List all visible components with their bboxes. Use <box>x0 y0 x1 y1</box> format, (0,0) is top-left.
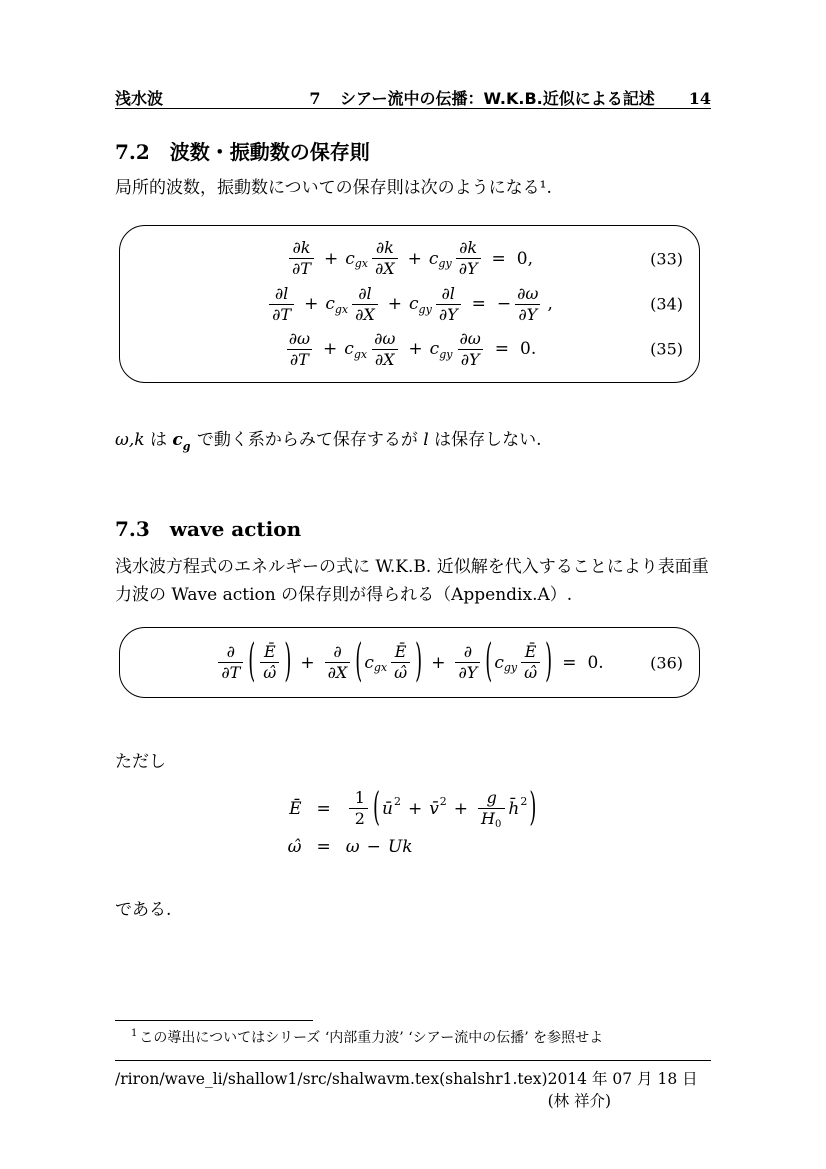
equation-row-33 <box>120 238 699 279</box>
section-heading-73 <box>115 517 301 541</box>
footer-file-path: /riron/wave_li/shallow1/src/shalwavm.tex(shalshr1.tex) <box>115 1070 548 1088</box>
equation-35: $\frac{\partial\omega}{\partial T}$ + c gx $\frac{\partial\omega}{\partial X}$ + c gy $\frac{\partial\omega}{\partial Y}$ = 0. <box>288 328 537 369</box>
header-page-number: 14 <box>688 89 711 108</box>
equation-box-conservation <box>119 225 700 383</box>
equation-ebar-lhs: Ē <box>289 798 302 819</box>
label-dearu: である. <box>115 900 172 920</box>
equation-box-wave-action <box>119 627 700 698</box>
equation-ebar-rhs: $\frac{1}{2}$ ( ū 2 + v̄ 2 + $\frac{g}{H0}$ h̄ 2 ) <box>346 788 539 829</box>
equation-tag-33: (33) <box>650 249 683 269</box>
equation-omegahat-lhs: ω̂ <box>287 837 302 857</box>
section-number-73: 7.3 <box>115 517 150 541</box>
equation-33: $\frac{\partial k}{\partial T}$ + c gx $\frac{\partial k}{\partial X}$ + c gy $\frac{\partial k}{\partial Y}$ = 0, <box>286 238 533 279</box>
section-title-73: wave action <box>169 517 302 541</box>
footer-rule <box>115 1060 711 1061</box>
equation-omegahat-rhs: ω − U k <box>345 837 413 857</box>
header-section-heading <box>309 86 654 109</box>
footnote-rule <box>115 1020 313 1021</box>
equation-omegahat-equals: = <box>316 837 331 857</box>
section-number-72: 7.2 <box>115 140 150 164</box>
energy-grid <box>287 784 539 857</box>
page-header <box>115 86 711 109</box>
header-rule <box>115 108 711 109</box>
paragraph-intro-72: 局所的波数，振動数についての保存則は次のようになる¹. <box>115 178 552 198</box>
equation-tag-36: (36) <box>650 653 683 672</box>
paragraph-intro-73: 浅水波方程式のエネルギーの式に W.K.B. 近似解を代入することにより表面重力波の Wave action の保存則が得られる（Appendix.A）. <box>115 557 709 606</box>
header-section-number: 7 <box>309 89 321 108</box>
header-doc-title: 浅水波 <box>115 89 164 108</box>
energy-definition-equations <box>0 784 826 857</box>
page-footer <box>115 1067 711 1111</box>
equation-row-36 <box>120 628 699 697</box>
label-tadashi: ただし <box>115 752 166 772</box>
equation-tag-34: (34) <box>650 294 683 314</box>
equation-34: $\frac{\partial l}{\partial T}$ + c gx $\frac{\partial l}{\partial X}$ + c gy $\frac{\partial l}{\partial Y}$ = − $\frac{\partial\omega}{\partial Y}$ , <box>266 284 553 325</box>
footnote <box>115 1027 715 1047</box>
header-section-title: シアー流中の伝播：W.K.B.近似による記述 <box>340 89 655 108</box>
equation-row-34 <box>120 284 699 325</box>
footnote-text: この導出についてはシリーズ ‘内部重力波’ ‘シアー流中の伝播’ を参照せよ <box>139 1030 604 1046</box>
section-heading-72 <box>115 136 370 165</box>
equation-row-35 <box>120 329 699 370</box>
equation-tag-35: (35) <box>650 339 683 359</box>
footer-date-author: 2014 年 07 月 18 日 (林 祥介) <box>547 1070 698 1110</box>
equation-ebar-equals: = <box>316 798 331 819</box>
equation-36: $\frac{\partial}{\partial T}$ ( $\frac{Ē}{\omegâ}$ ) + $\frac{\partial}{\partial X}$ ( c gx $\frac{Ē}{\omegâ}$ ) + $\frac{\partial}{\partial Y}$ ( c gy $\frac{Ē}{\omegâ}$ ) = 0. <box>215 642 603 683</box>
footnote-marker: 1 <box>131 1028 138 1039</box>
section-title-72: 波数・振動数の保存則 <box>169 140 370 164</box>
paragraph-group-velocity: ω,k は $c_g$ で動く系からみて保存するが l は保存しない. <box>115 430 542 453</box>
